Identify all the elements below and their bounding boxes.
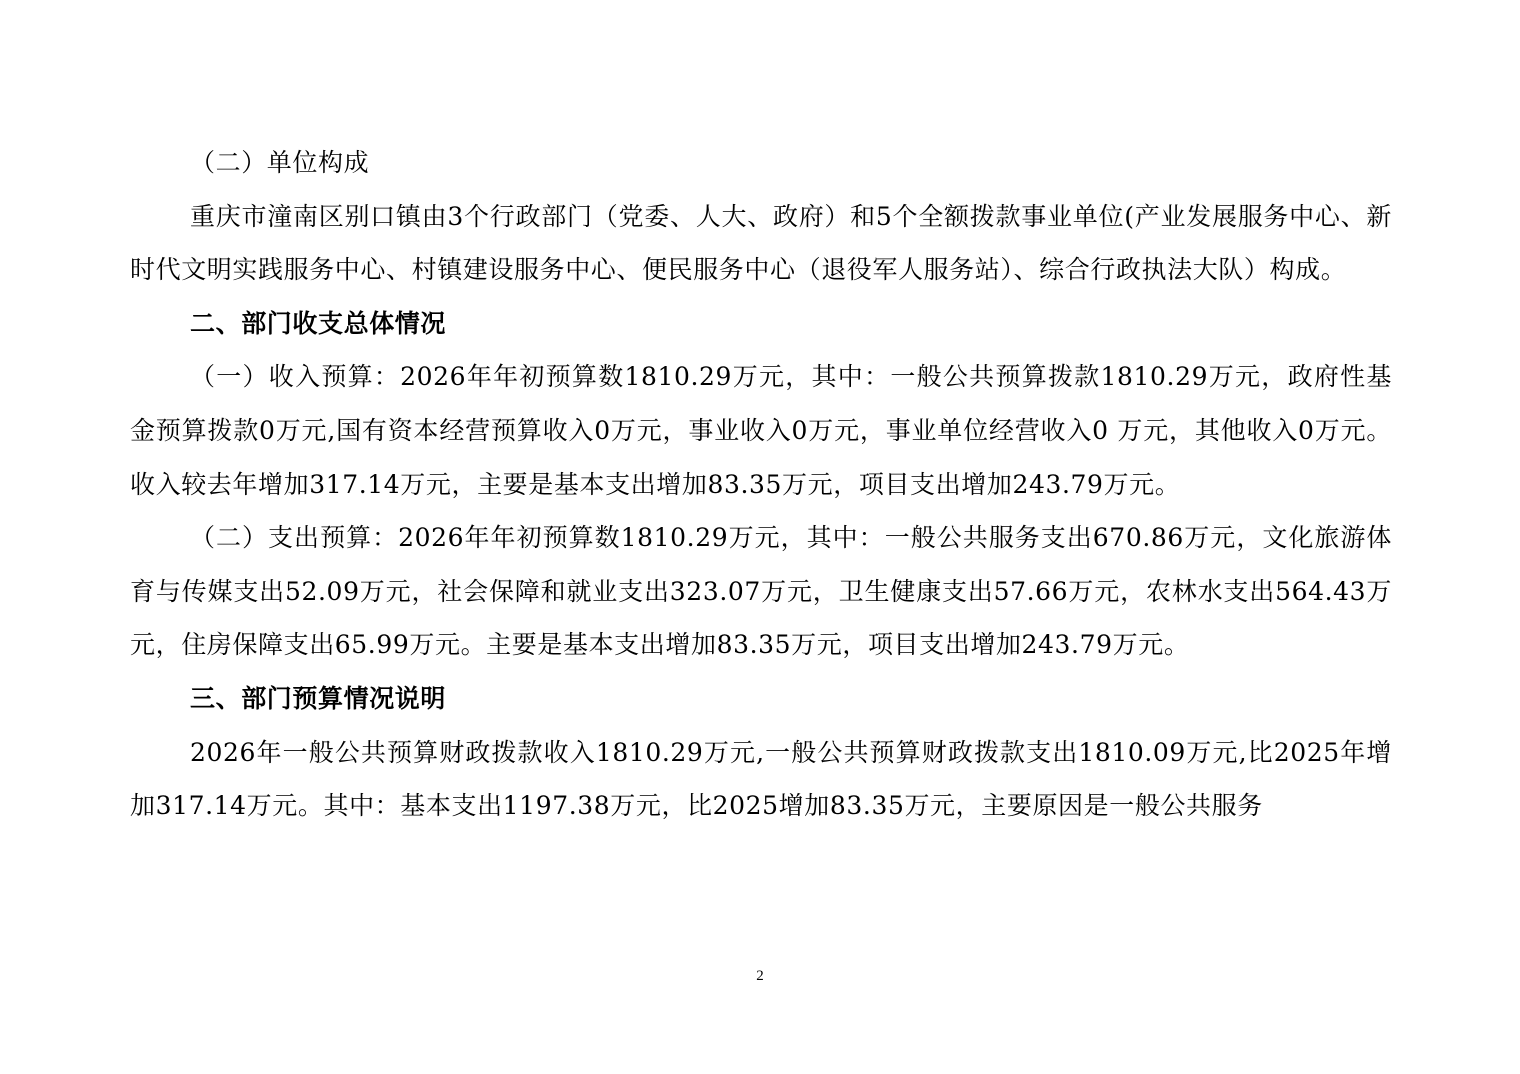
- section-heading-budget-explanation: 三、部门预算情况说明: [190, 683, 447, 713]
- section-subheading-unit-composition: （二）单位构成: [190, 148, 370, 177]
- page-number: 2: [756, 968, 764, 984]
- paragraph-unit-composition: 重庆市潼南区别口镇由3个行政部门（党委、人大、政府）和5个全额拨款事业单位(产业发展服务中心、新时代文明实践服务中心、村镇建设服务中心、便民服务中心（退役军人服务站）、综合行政执法大队）构成。: [130, 201, 1392, 285]
- document-body: [130, 136, 1392, 833]
- paragraph-budget-explanation: 2026年一般公共预算财政拨款收入1810.29万元,一般公共预算财政拨款支出1810.09万元,比2025年增加317.14万元。其中：基本支出1197.38万元，比2025增加83.35万元，主要原因是一般公共服务: [130, 737, 1392, 821]
- section-heading-revenue-expenditure: 二、部门收支总体情况: [190, 308, 447, 338]
- paragraph-revenue-budget: （一）收入预算：2026年年初预算数1810.29万元，其中：一般公共预算拨款1810.29万元，政府性基金预算拨款0万元,国有资本经营预算收入0万元，事业收入0万元，事业单位经营收入0 万元，其他收入0万元。收入较去年增加317.14万元，主要是基本支出增加83.35万元，项目支出增加243.79万元。: [130, 362, 1392, 499]
- paragraph-expenditure-budget: （二）支出预算：2026年年初预算数1810.29万元，其中：一般公共服务支出670.86万元，文化旅游体育与传媒支出52.09万元，社会保障和就业支出323.07万元，卫生健康支出57.66万元，农林水支出564.43万元，住房保障支出65.99万元。主要是基本支出增加83.35万元，项目支出增加243.79万元。: [130, 523, 1392, 660]
